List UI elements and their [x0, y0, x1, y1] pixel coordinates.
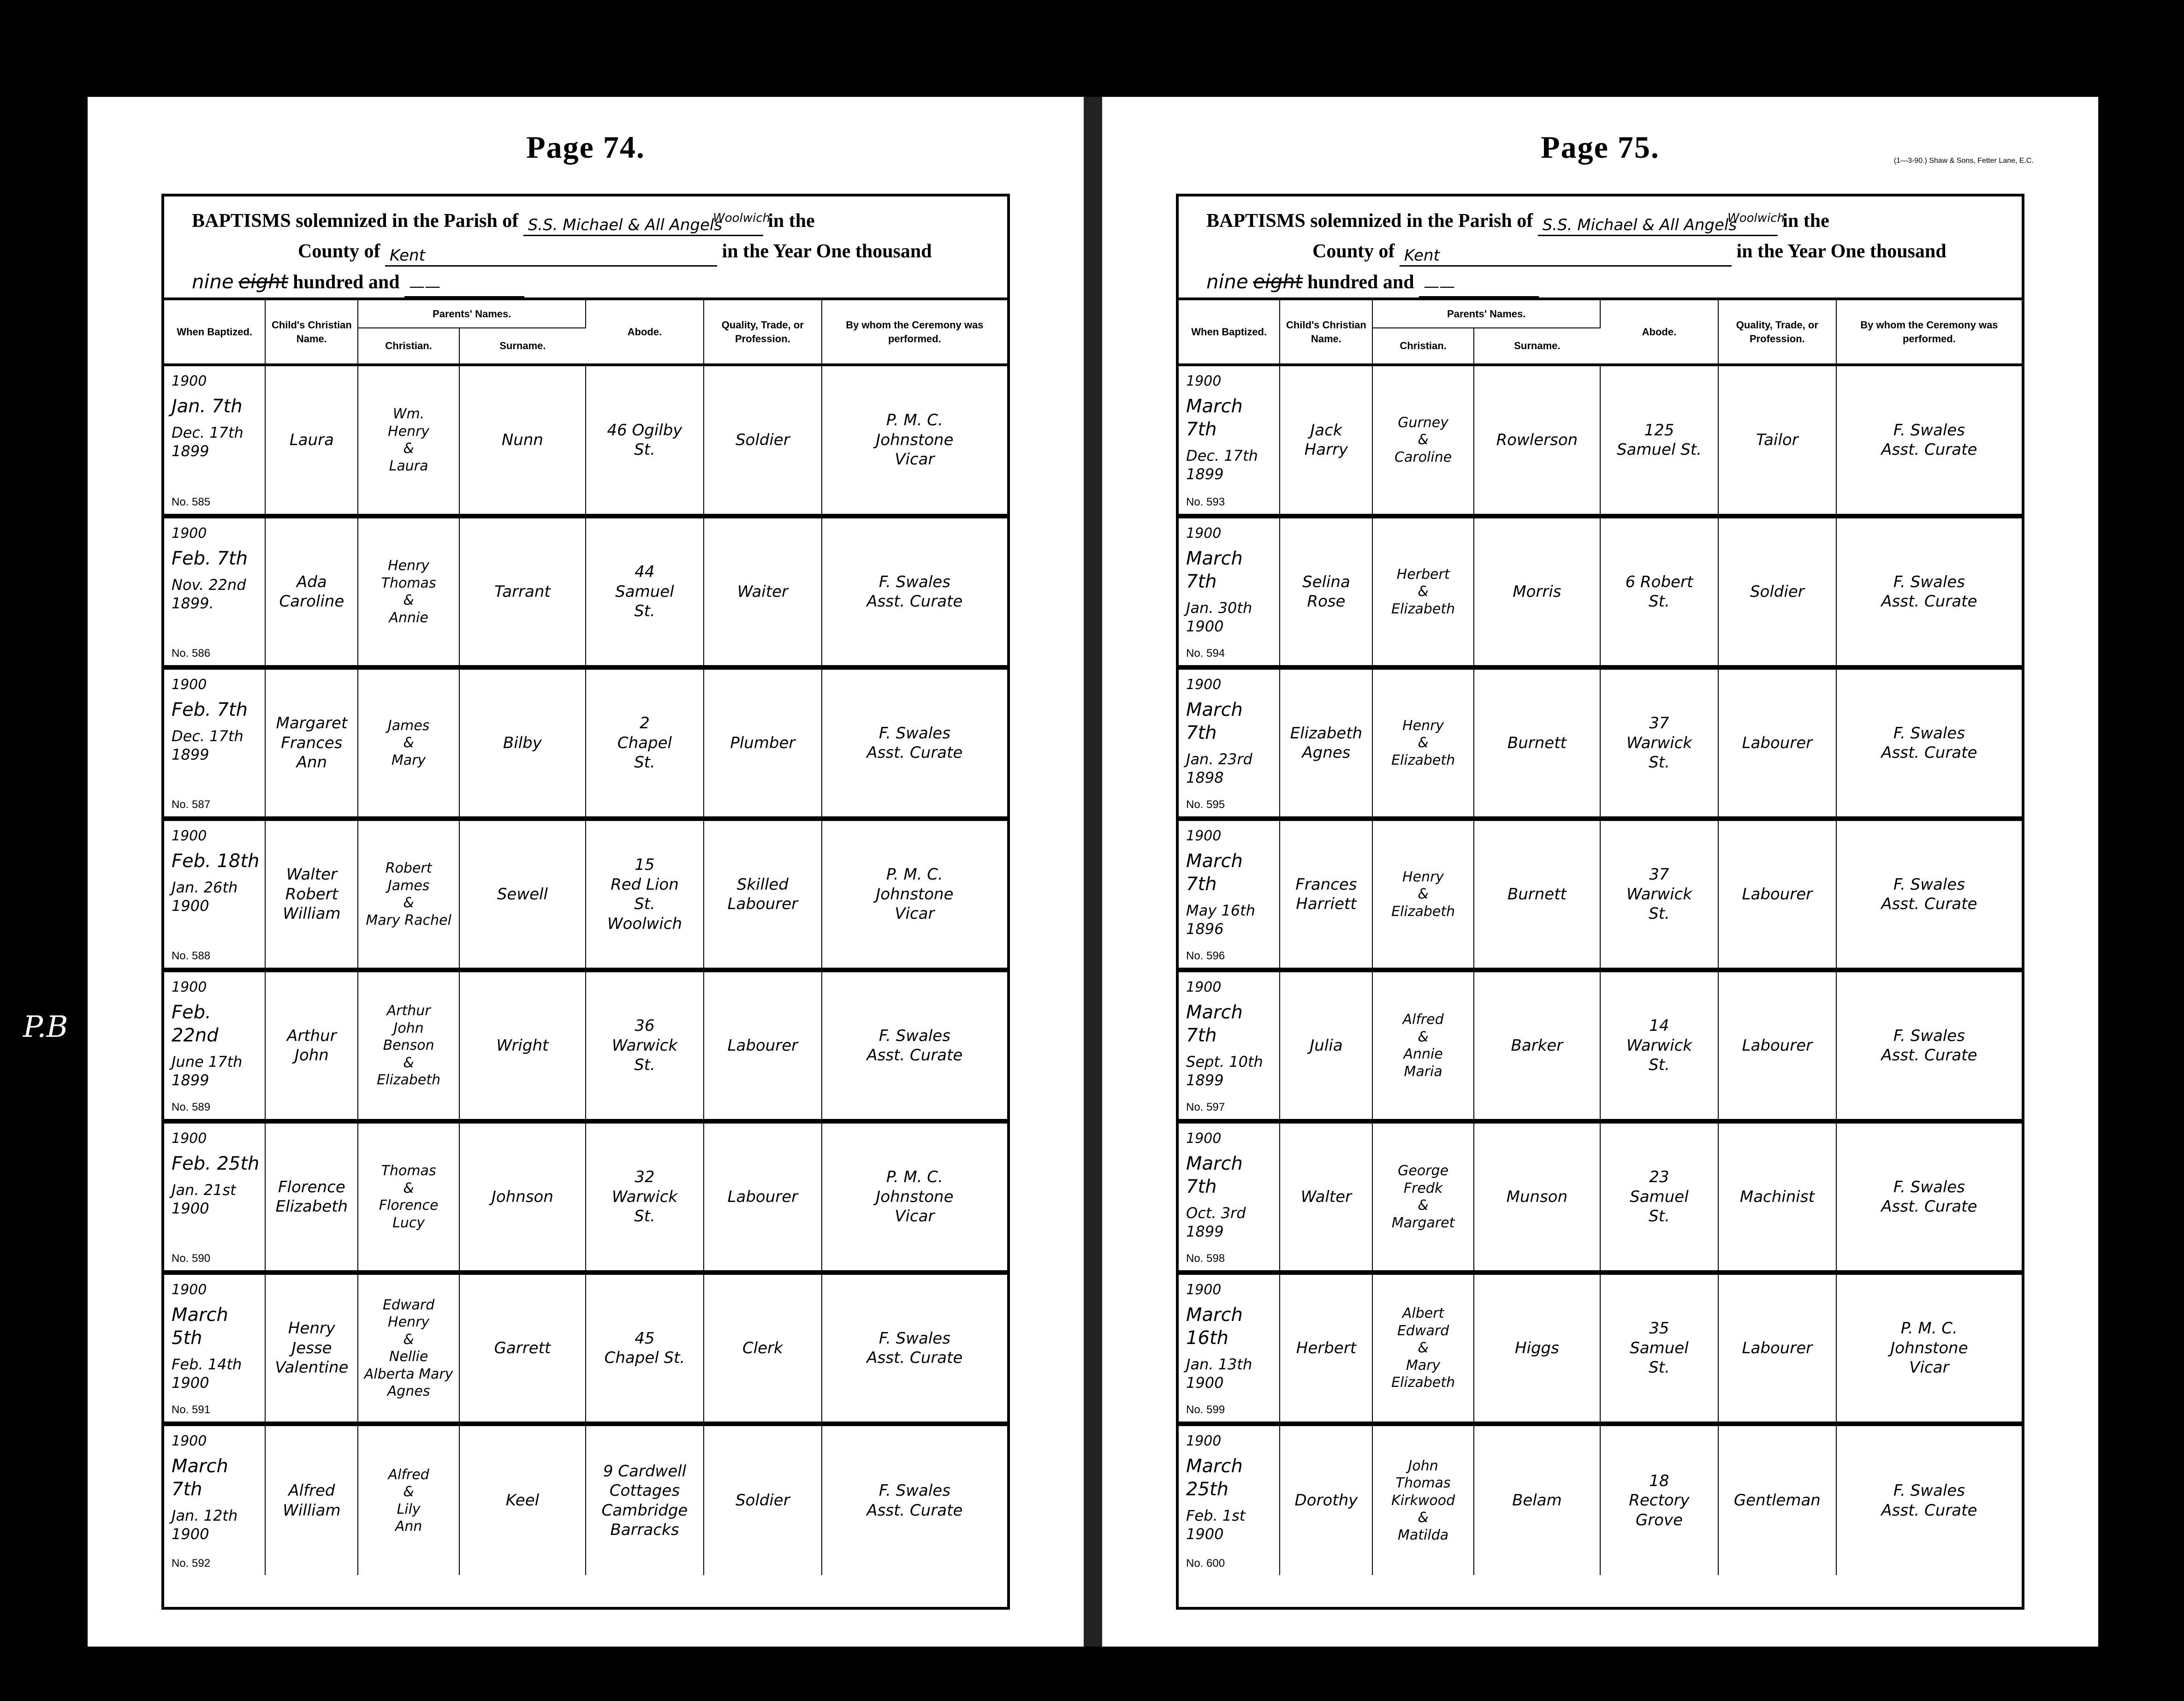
- birth-date: Feb. 14th 1900: [172, 1355, 242, 1392]
- birth-date: Jan. 30th 1900: [1186, 599, 1252, 635]
- child-name-cell: Arthur John: [265, 970, 358, 1121]
- register-entry: [1179, 819, 2022, 970]
- surname-cell: Rowlerson: [1474, 365, 1600, 516]
- baptism-register: [161, 194, 1010, 1610]
- page-title: Page 74.: [526, 130, 645, 165]
- entry-year: 1900: [172, 979, 207, 995]
- officiant-cell: F. Swales Asst. Curate: [866, 1481, 963, 1520]
- baptism-date: March 7th: [1186, 699, 1243, 743]
- quality-cell: Labourer: [704, 970, 822, 1121]
- entry-year: 1900: [172, 1130, 207, 1147]
- baptism-date: March 7th: [1186, 1153, 1243, 1197]
- officiant-cell: P. M. C. Johnstone Vicar: [1836, 1273, 2022, 1424]
- hundred-struck: eight: [1253, 270, 1303, 293]
- abode-cell: 15 Red Lion St. Woolwich: [586, 819, 704, 970]
- entry-year: 1900: [1186, 828, 1222, 844]
- abode-cell: 44 Samuel St.: [586, 516, 704, 667]
- parents-christian-cell: Henry & Elizabeth: [1372, 667, 1473, 819]
- quality-cell: Plumber: [704, 667, 822, 819]
- parents-christian-cell: Henry Thomas & Annie: [358, 516, 459, 667]
- entry-number: No. 598: [1186, 1252, 1225, 1265]
- abode-cell: 125 Samuel St.: [1600, 365, 1718, 516]
- parents-christian-cell: Robert James & Mary Rachel: [358, 819, 459, 970]
- baptism-date: Feb. 22nd: [172, 1001, 219, 1046]
- quality-cell: Labourer: [1718, 1273, 1836, 1424]
- register-entry: [1179, 1273, 2022, 1424]
- when-baptized-cell: [1179, 365, 1280, 516]
- register-table: [1179, 300, 2022, 1575]
- baptism-date: March 7th: [1186, 547, 1243, 592]
- entry-number: No. 587: [172, 798, 211, 811]
- officiant-cell: F. Swales Asst. Curate: [1836, 516, 2022, 667]
- officiant-cell: F. Swales Asst. Curate: [1836, 1121, 2022, 1273]
- abode-cell: 35 Samuel St.: [1600, 1273, 1718, 1424]
- officiant-cell: F. Swales Asst. Curate: [1836, 970, 2022, 1121]
- when-baptized-cell: [164, 1121, 265, 1273]
- entry-number: No. 591: [172, 1404, 211, 1416]
- officiant-cell: F. Swales Asst. Curate: [1881, 1481, 1977, 1520]
- abode-cell: 18 Rectory Grove: [1600, 1424, 1718, 1575]
- baptism-date: Feb. 7th: [172, 699, 248, 720]
- entry-number: No. 588: [172, 950, 211, 962]
- county-field: Kent: [385, 244, 717, 267]
- entry-year: 1900: [172, 828, 207, 844]
- col-quality: Quality, Trade, or Profession.: [1718, 300, 1836, 365]
- register-entry: [164, 667, 1007, 819]
- baptism-date: March 25th: [1186, 1455, 1243, 1500]
- abode-cell: 37 Warwick St.: [1600, 667, 1718, 819]
- parents-christian-cell: Alfred & Annie Maria: [1372, 970, 1473, 1121]
- col-child: Child's Christian Name.: [265, 300, 358, 365]
- parents-christian-cell: Herbert & Elizabeth: [1372, 516, 1473, 667]
- surname-cell: Munson: [1474, 1121, 1600, 1273]
- entry-year: 1900: [1186, 1130, 1222, 1147]
- col-child: Child's Christian Name.: [1280, 300, 1372, 365]
- when-baptized-cell: [1179, 970, 1280, 1121]
- register-header: [164, 196, 1007, 300]
- surname-cell: Belam: [1474, 1424, 1600, 1575]
- entry-number: No. 590: [172, 1252, 211, 1265]
- col-christian: Christian.: [358, 328, 459, 365]
- printer-note: (1—3-90.) Shaw & Sons, Fetter Lane, E.C.: [1893, 157, 2034, 165]
- officiant-cell: F. Swales Asst. Curate: [822, 970, 1007, 1121]
- county-label: County of: [298, 241, 380, 262]
- register-header: [1179, 196, 2022, 300]
- hundred-written: nine: [1206, 270, 1248, 293]
- abode-cell: 14 Warwick St.: [1600, 970, 1718, 1121]
- header-prefix: BAPTISMS solemnized in the Parish of: [1206, 210, 1533, 232]
- officiant-cell: P. M. C. Johnstone Vicar: [822, 819, 1007, 970]
- when-baptized-cell: [164, 1273, 265, 1424]
- entry-year: 1900: [1186, 373, 1222, 389]
- surname-cell: Morris: [1474, 516, 1600, 667]
- baptism-date: March 7th: [1186, 1001, 1243, 1046]
- hundred-label: hundred and: [1307, 272, 1414, 293]
- child-name-cell: Herbert: [1280, 1273, 1372, 1424]
- quality-cell: Machinist: [1718, 1121, 1836, 1273]
- hundred-label: hundred and: [293, 272, 400, 293]
- birth-date: Oct. 3rd 1899: [1186, 1204, 1246, 1240]
- when-baptized-cell: [1179, 516, 1280, 667]
- register-entries: [1179, 365, 2022, 1575]
- baptism-date: March 7th: [1186, 395, 1243, 440]
- register-entry: [164, 365, 1007, 516]
- surname-cell: Tarrant: [459, 516, 586, 667]
- baptism-date: March 5th: [172, 1304, 228, 1349]
- entry-year: 1900: [172, 677, 207, 693]
- officiant-cell: F. Swales Asst. Curate: [822, 1273, 1007, 1424]
- page-title: Page 75.: [1541, 130, 1660, 165]
- officiant-cell: F. Swales Asst. Curate: [1836, 365, 2022, 516]
- abode-cell: 32 Warwick St.: [586, 1121, 704, 1273]
- child-name-cell: Margaret Frances Ann: [265, 667, 358, 819]
- register-entry: [164, 1424, 1007, 1575]
- child-name-cell: Walter Robert William: [265, 819, 358, 970]
- col-officiant: By whom the Ceremony was performed.: [822, 300, 1007, 365]
- header-suffix: in the: [768, 210, 815, 232]
- surname-cell: Bilby: [459, 667, 586, 819]
- officiant-cell: P. M. C. Johnstone Vicar: [822, 365, 1007, 516]
- entry-year: 1900: [172, 1282, 207, 1298]
- birth-date: Jan. 23rd 1898: [1186, 750, 1252, 786]
- entry-number: No. 589: [172, 1101, 211, 1113]
- when-baptized-cell: [164, 970, 265, 1121]
- register-entry: [1179, 970, 2022, 1121]
- officiant-cell: F. Swales Asst. Curate: [1836, 667, 2022, 819]
- when-baptized-cell: [164, 819, 265, 970]
- entry-year: 1900: [1186, 979, 1222, 995]
- col-when: When Baptized.: [1179, 300, 1280, 365]
- entry-number: No. 592: [172, 1557, 211, 1570]
- abode-cell: 6 Robert St.: [1600, 516, 1718, 667]
- register-page-left: [23, 97, 1084, 1647]
- abode-cell: 36 Warwick St.: [586, 970, 704, 1121]
- register-entry: [1179, 667, 2022, 819]
- parents-christian-cell: Thomas & Florence Lucy: [358, 1121, 459, 1273]
- col-officiant: By whom the Ceremony was performed.: [1836, 300, 2022, 365]
- entry-year: 1900: [1186, 1282, 1222, 1298]
- child-name-cell: Selina Rose: [1280, 516, 1372, 667]
- quality-cell: Skilled Labourer: [704, 819, 822, 970]
- surname-cell: Nunn: [459, 365, 586, 516]
- parents-christian-cell: George Fredk & Margaret: [1372, 1121, 1473, 1273]
- baptism-date: March 16th: [1186, 1304, 1243, 1349]
- entry-number: No. 597: [1186, 1101, 1225, 1113]
- quality-cell: Soldier: [1718, 516, 1836, 667]
- parish-field: S.S. Michael & All Angels: [523, 214, 763, 236]
- margin-note: P.B: [23, 1010, 68, 1044]
- entry-number: No. 585: [172, 496, 211, 508]
- header-suffix: in the: [1782, 210, 1829, 232]
- abode-cell: 2 Chapel St.: [586, 667, 704, 819]
- baptism-date: Feb. 25th: [172, 1153, 260, 1174]
- hundred-written: nine: [192, 270, 234, 293]
- baptism-date: March 7th: [172, 1455, 228, 1500]
- when-baptized-cell: [164, 516, 265, 667]
- when-baptized-cell: [1179, 1121, 1280, 1273]
- abode-cell: 23 Samuel St.: [1600, 1121, 1718, 1273]
- hundred-field: ——: [1419, 275, 1539, 297]
- quality-cell: Clerk: [704, 1273, 822, 1424]
- parish-field: S.S. Michael & All Angels: [1538, 214, 1778, 236]
- when-baptized-cell: [1179, 819, 1280, 970]
- entry-number: No. 595: [1186, 798, 1225, 811]
- child-name-cell: Henry Jesse Valentine: [265, 1273, 358, 1424]
- abode-cell: 37 Warwick St.: [1600, 819, 1718, 970]
- surname-cell: Burnett: [1474, 667, 1600, 819]
- child-name-cell: Julia: [1280, 970, 1372, 1121]
- col-abode: Abode.: [1600, 300, 1718, 365]
- entry-year: 1900: [172, 373, 207, 389]
- col-parents: Parents' Names.: [358, 300, 586, 328]
- surname-cell: Burnett: [1474, 819, 1600, 970]
- entry-number: No. 586: [172, 647, 211, 660]
- entry-number: No. 600: [1186, 1557, 1225, 1570]
- birth-date: Sept. 10th 1899: [1186, 1053, 1263, 1089]
- county-label: County of: [1312, 241, 1395, 262]
- register-entry: [164, 1273, 1007, 1424]
- child-name-cell: Laura: [265, 365, 358, 516]
- quality-cell: Labourer: [1718, 819, 1836, 970]
- abode-cell: 45 Chapel St.: [586, 1273, 704, 1424]
- entry-year: 1900: [1186, 677, 1222, 693]
- child-name-cell: Jack Harry: [1280, 365, 1372, 516]
- child-name-cell: Alfred William: [265, 1424, 358, 1575]
- parish-note: Woolwich: [1727, 211, 1785, 225]
- officiant-cell: F. Swales Asst. Curate: [822, 667, 1007, 819]
- register-table: [164, 300, 1007, 1575]
- birth-date: Nov. 22nd 1899.: [172, 576, 246, 612]
- when-baptized-cell: [1179, 667, 1280, 819]
- abode-cell: 9 Cardwell Cottages Cambridge Barracks: [586, 1424, 704, 1575]
- parents-christian-cell: Alfred & Lily Ann: [358, 1424, 459, 1575]
- entry-year: 1900: [172, 525, 207, 541]
- baptism-date: March 7th: [1186, 850, 1243, 895]
- surname-cell: Sewell: [459, 819, 586, 970]
- child-name-cell: Florence Elizabeth: [265, 1121, 358, 1273]
- officiant-cell: F. Swales Asst. Curate: [822, 516, 1007, 667]
- hundred-struck: eight: [238, 270, 288, 293]
- child-name-cell: Walter: [1280, 1121, 1372, 1273]
- quality-cell: Gentleman: [1718, 1424, 1836, 1575]
- officiant-cell: F. Swales Asst. Curate: [1836, 819, 2022, 970]
- register-entry: [1179, 516, 2022, 667]
- birth-date: May 16th 1896: [1186, 901, 1255, 938]
- baptism-register: [1176, 194, 2024, 1610]
- officiant-cell: P. M. C. Johnstone Vicar: [822, 1121, 1007, 1273]
- baptism-date: Jan. 7th: [172, 395, 243, 417]
- col-parents: Parents' Names.: [1372, 300, 1600, 328]
- parents-christian-cell: Gurney & Caroline: [1372, 365, 1473, 516]
- register-entry: [164, 516, 1007, 667]
- col-surname: Surname.: [1474, 328, 1600, 365]
- col-abode: Abode.: [586, 300, 704, 365]
- parents-christian-cell: Edward Henry & Nellie Alberta Mary Agnes: [358, 1273, 459, 1424]
- birth-date: Jan. 12th 1900: [172, 1506, 238, 1543]
- birth-date: June 17th 1899: [172, 1053, 243, 1089]
- parish-note: Woolwich: [713, 211, 771, 225]
- county-field: Kent: [1400, 244, 1732, 267]
- year-label: in the Year One thousand: [722, 241, 932, 262]
- surname-cell: Johnson: [459, 1121, 586, 1273]
- entry-number: No. 593: [1186, 496, 1225, 508]
- parents-christian-cell: Henry & Elizabeth: [1372, 819, 1473, 970]
- register-entries: [164, 365, 1007, 1575]
- surname-cell: Wright: [459, 970, 586, 1121]
- surname-cell: Higgs: [1474, 1273, 1600, 1424]
- birth-date: Dec. 17th 1899: [172, 727, 243, 763]
- child-name-cell: Frances Harriett: [1280, 819, 1372, 970]
- child-name-cell: Dorothy: [1280, 1424, 1372, 1575]
- book-gutter: [1084, 97, 1102, 1647]
- parents-christian-cell: Albert Edward & Mary Elizabeth: [1372, 1273, 1473, 1424]
- col-christian: Christian.: [1372, 328, 1473, 365]
- entry-year: 1900: [1186, 1433, 1222, 1449]
- when-baptized-cell: [164, 1424, 265, 1575]
- abode-cell: 46 Ogilby St.: [586, 365, 704, 516]
- register-entry: [164, 819, 1007, 970]
- register-entry: [1179, 1121, 2022, 1273]
- col-quality: Quality, Trade, or Profession.: [704, 300, 822, 365]
- register-entry: [164, 970, 1007, 1121]
- surname-cell: Garrett: [459, 1273, 586, 1424]
- entry-number: No. 596: [1186, 950, 1225, 962]
- parents-christian-cell: Arthur John Benson & Elizabeth: [358, 970, 459, 1121]
- quality-cell: Waiter: [704, 516, 822, 667]
- entry-year: 1900: [172, 1433, 207, 1449]
- quality-cell: Labourer: [704, 1121, 822, 1273]
- hundred-field: ——: [404, 275, 524, 297]
- birth-date: Dec. 17th 1899: [1186, 446, 1258, 483]
- when-baptized-cell: [164, 667, 265, 819]
- child-name-cell: Elizabeth Agnes: [1280, 667, 1372, 819]
- quality-cell: Soldier: [704, 365, 822, 516]
- when-baptized-cell: [164, 365, 265, 516]
- quality-cell: Labourer: [1718, 970, 1836, 1121]
- parents-christian-cell: John Thomas Kirkwood & Matilda: [1372, 1424, 1473, 1575]
- entry-number: No. 594: [1186, 647, 1225, 660]
- birth-date: Jan. 26th 1900: [172, 878, 238, 915]
- register-entry: [1179, 1424, 2022, 1575]
- register-entry: [1179, 365, 2022, 516]
- birth-date: Jan. 21st 1900: [172, 1181, 236, 1217]
- quality-cell: Soldier: [704, 1424, 822, 1575]
- baptism-date: Feb. 18th: [172, 850, 260, 872]
- header-prefix: BAPTISMS solemnized in the Parish of: [192, 210, 519, 232]
- col-surname: Surname.: [459, 328, 586, 365]
- baptism-date: Feb. 7th: [172, 547, 248, 569]
- col-when: When Baptized.: [164, 300, 265, 365]
- birth-date: Feb. 1st 1900: [1186, 1506, 1246, 1543]
- surname-cell: Keel: [459, 1424, 586, 1575]
- parents-christian-cell: James & Mary: [358, 667, 459, 819]
- entry-year: 1900: [1186, 525, 1222, 541]
- year-label: in the Year One thousand: [1736, 241, 1947, 262]
- entry-number: No. 599: [1186, 1404, 1225, 1416]
- child-name-cell: Ada Caroline: [265, 516, 358, 667]
- when-baptized-cell: [1179, 1273, 1280, 1424]
- surname-cell: Barker: [1474, 970, 1600, 1121]
- quality-cell: Labourer: [1718, 667, 1836, 819]
- register-page-right: [1102, 97, 2098, 1647]
- parents-christian-cell: Wm. Henry & Laura: [358, 365, 459, 516]
- register-entry: [164, 1121, 1007, 1273]
- birth-date: Dec. 17th 1899: [172, 423, 243, 460]
- when-baptized-cell: [1179, 1424, 1280, 1575]
- birth-date: Jan. 13th 1900: [1186, 1355, 1252, 1392]
- quality-cell: Tailor: [1718, 365, 1836, 516]
